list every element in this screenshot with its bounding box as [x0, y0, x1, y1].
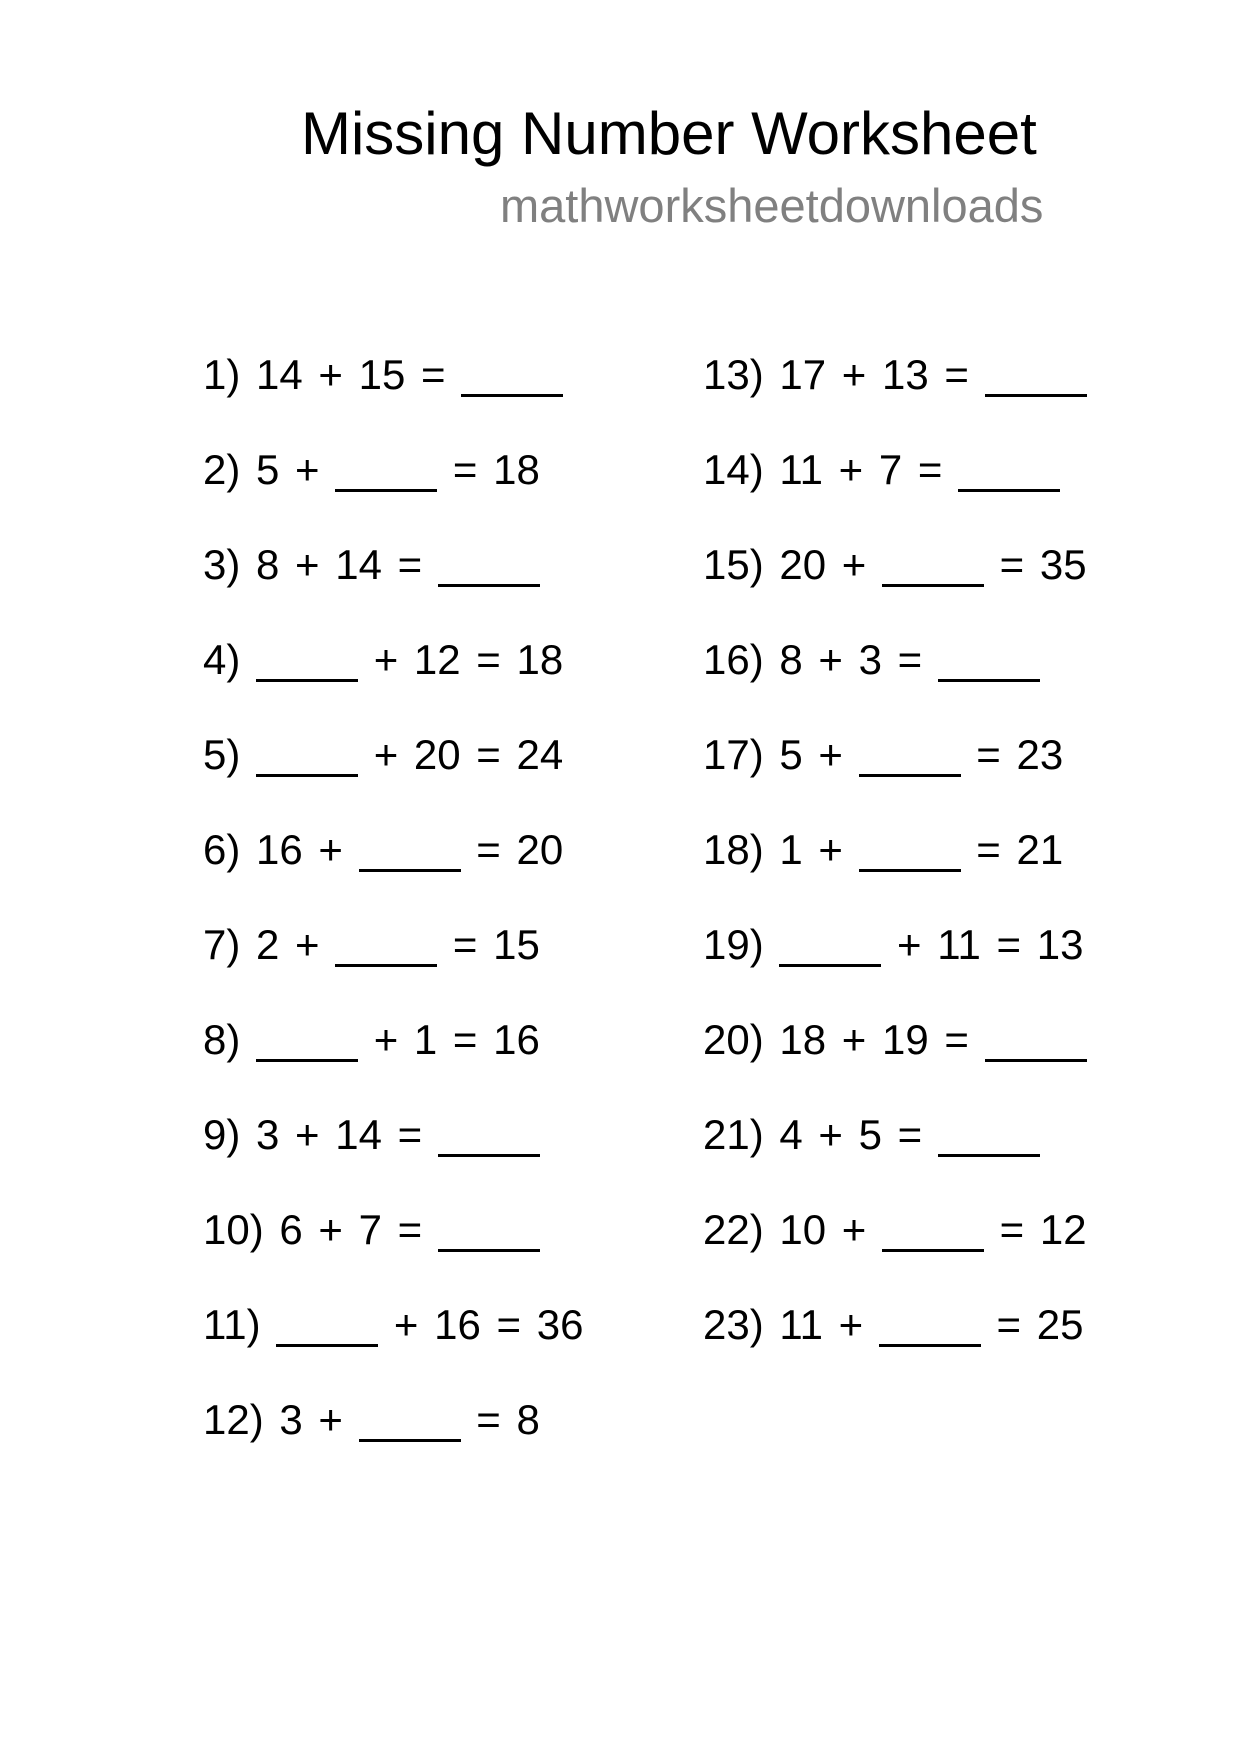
problem-2 [203, 440, 583, 535]
problem-7 [203, 915, 583, 1010]
problem-number: 7) [203, 921, 241, 968]
problem-12 [203, 1390, 583, 1485]
problem-column-left [203, 345, 583, 1485]
problem-number: 1) [203, 351, 241, 398]
problem-before: 20 + [779, 541, 882, 588]
problem-after: + 16 = 36 [378, 1301, 584, 1348]
problem-after: = 18 [437, 446, 540, 493]
problem-after: + 12 = 18 [358, 636, 564, 683]
problem-before: 17 + 13 = [779, 351, 985, 398]
problem-after: + 20 = 24 [358, 731, 564, 778]
problem-number: 4) [203, 636, 241, 683]
problem-number: 3) [203, 541, 241, 588]
problem-1 [203, 345, 583, 440]
problem-20 [703, 1010, 1087, 1105]
problem-before: 11 + [779, 1301, 879, 1348]
answer-blank[interactable] [882, 544, 984, 587]
problem-number: 22) [703, 1206, 764, 1253]
problem-14 [703, 440, 1087, 535]
problem-number: 9) [203, 1111, 241, 1158]
problem-21 [703, 1105, 1087, 1200]
problem-after: = 25 [980, 1301, 1084, 1348]
problem-after: + 1 = 16 [358, 1016, 540, 1063]
answer-blank[interactable] [438, 1114, 540, 1157]
answer-blank[interactable] [859, 829, 961, 872]
problem-8 [203, 1010, 583, 1105]
answer-blank[interactable] [359, 829, 461, 872]
problem-4 [203, 630, 583, 725]
problem-number: 15) [703, 541, 764, 588]
problem-9 [203, 1105, 583, 1200]
problem-18 [703, 820, 1087, 915]
answer-blank[interactable] [882, 1209, 984, 1252]
problem-before: 8 + 3 = [779, 636, 938, 683]
problem-number: 17) [703, 731, 764, 778]
answer-blank[interactable] [359, 1399, 461, 1442]
problem-number: 13) [703, 351, 764, 398]
page-title: Missing Number Worksheet [301, 100, 1037, 167]
problem-5 [203, 725, 583, 820]
answer-blank[interactable] [438, 1209, 540, 1252]
problem-number: 21) [703, 1111, 764, 1158]
problem-before: 5 + [779, 731, 859, 778]
problem-before: 5 + [256, 446, 336, 493]
problem-before: 1 + [779, 826, 859, 873]
problem-before: 2 + [256, 921, 336, 968]
problem-before: 8 + 14 = [256, 541, 438, 588]
answer-blank[interactable] [335, 924, 437, 967]
problem-after: = 8 [460, 1396, 540, 1443]
problem-number: 8) [203, 1016, 241, 1063]
problem-22 [703, 1200, 1087, 1295]
answer-blank[interactable] [985, 1019, 1087, 1062]
answer-blank[interactable] [256, 639, 358, 682]
problem-before: 11 + 7 = [779, 446, 959, 493]
answer-blank[interactable] [958, 449, 1060, 492]
problem-before: 14 + 15 = [256, 351, 462, 398]
problem-column-right [703, 345, 1087, 1390]
problem-number: 12) [203, 1396, 264, 1443]
site-watermark: mathworksheetdownloads [500, 179, 1044, 232]
problem-19 [703, 915, 1087, 1010]
problem-number: 10) [203, 1206, 264, 1253]
problem-after: = 23 [960, 731, 1064, 778]
problem-6 [203, 820, 583, 915]
problem-number: 6) [203, 826, 241, 873]
problem-10 [203, 1200, 583, 1295]
answer-blank[interactable] [938, 639, 1040, 682]
problem-number: 23) [703, 1301, 764, 1348]
problem-before: 16 + [256, 826, 359, 873]
problem-16 [703, 630, 1087, 725]
problem-17 [703, 725, 1087, 820]
problem-15 [703, 535, 1087, 630]
answer-blank[interactable] [879, 1304, 981, 1347]
answer-blank[interactable] [335, 449, 437, 492]
answer-blank[interactable] [276, 1304, 378, 1347]
problem-before: 3 + 14 = [256, 1111, 438, 1158]
problem-before: 10 + [779, 1206, 882, 1253]
answer-blank[interactable] [779, 924, 881, 967]
problem-number: 2) [203, 446, 241, 493]
problem-before: 18 + 19 = [779, 1016, 985, 1063]
problem-after: + 11 = 13 [881, 921, 1084, 968]
problem-number: 19) [703, 921, 764, 968]
problem-number: 16) [703, 636, 764, 683]
problem-number: 11) [203, 1301, 261, 1348]
problem-before: 3 + [279, 1396, 359, 1443]
answer-blank[interactable] [256, 734, 358, 777]
answer-blank[interactable] [985, 354, 1087, 397]
problem-13 [703, 345, 1087, 440]
problem-after: = 12 [983, 1206, 1087, 1253]
answer-blank[interactable] [461, 354, 563, 397]
problem-number: 18) [703, 826, 764, 873]
answer-blank[interactable] [256, 1019, 358, 1062]
problem-number: 14) [703, 446, 764, 493]
problem-23 [703, 1295, 1087, 1390]
problem-3 [203, 535, 583, 630]
problem-11 [203, 1295, 583, 1390]
problem-number: 5) [203, 731, 241, 778]
problem-after: = 20 [460, 826, 564, 873]
problem-after: = 35 [983, 541, 1087, 588]
problem-number: 20) [703, 1016, 764, 1063]
answer-blank[interactable] [938, 1114, 1040, 1157]
answer-blank[interactable] [859, 734, 961, 777]
problem-before: 6 + 7 = [279, 1206, 438, 1253]
problem-after: = 15 [437, 921, 540, 968]
problem-before: 4 + 5 = [779, 1111, 938, 1158]
problem-after: = 21 [960, 826, 1064, 873]
answer-blank[interactable] [438, 544, 540, 587]
